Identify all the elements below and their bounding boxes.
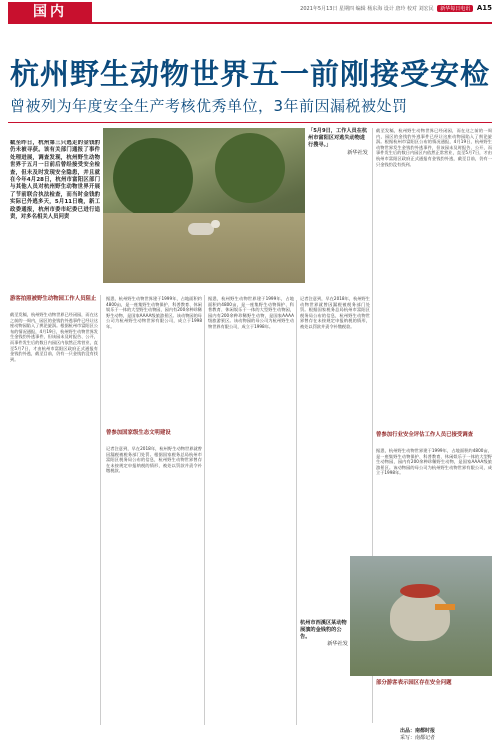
header-rule xyxy=(8,22,492,24)
weekday-text: 星期四 xyxy=(339,6,355,12)
subsection-heading: 游客拍照被野生动物园工作人员阻止 xyxy=(10,296,97,302)
page-meta xyxy=(300,4,492,12)
body-column: 截至发稿，杭州野生动物世界已经闭园，而在这之前的一周内，园区的金钱豹外逃事件已经让这座动物园陷入了舆论旋涡。根据杭州市富阳区公布的情况通报，4月19日，杭州野生动物世界发生金钱豹外逃事件，但该园未及时报告、公开，而事件发生后的数日内园区内依然正常营业，直至5月7日，才由杭州市富阳区政府正式通报有金钱豹外逃，截至目前，仍有一只金钱豹没有找到。 xyxy=(376,128,492,167)
author-credit: 采写：南都记者 xyxy=(400,735,436,741)
bird-cap-shape xyxy=(400,584,440,598)
paper-pill: 新华每日电讯 xyxy=(437,5,473,12)
subsection-heading: 曾参加国家级生态文明建设 xyxy=(106,430,171,436)
column-divider xyxy=(100,295,101,725)
headline: 杭州野生动物世界五一前刚接受安检 xyxy=(10,57,491,91)
source-credit: 出品：南都时报 xyxy=(400,728,436,734)
page-number: A15 xyxy=(476,4,492,12)
body-column: 记者注意到，早在2018年，杭州野生动物世界就曾因漏税被税务部门处罚。根据国家税务总局杭州市富阳区税务局公布的信息，杭州野生动物世界曾存在未按规定申报纳税的情形，被处以罚款并责令补缴税款。 xyxy=(106,446,202,474)
photo-caption xyxy=(308,128,368,157)
photo2-caption xyxy=(300,620,348,648)
bird-beak-shape xyxy=(435,604,455,610)
proof-text: 校对 刘宏民 xyxy=(407,6,434,12)
bird-photo xyxy=(350,556,492,676)
bird-body-shape xyxy=(390,591,450,641)
body-column: 记者注意到，早在2018年，杭州野生动物世界就曾因漏税被税务部门处罚。根据国家税务总局杭州市富阳区税务局公布的信息，杭州野生动物世界曾存在未按规定申报纳税的情形，被处以罚款并责令补缴税款。 xyxy=(300,296,370,329)
page-header xyxy=(0,0,500,22)
date-text: 2021年5月13日 xyxy=(300,6,338,12)
body-column: 据悉，杭州野生动物世界建于1999年，占地面积约4800亩，是一座集野生动物保护、科普教育、休闲娱乐于一体的大型野生动物园，园内有200余种珍稀野生动物，是国家AAAA级旅游景区。该动物园的母公司为杭州野生动物世界有限公司，成立于1998年。 xyxy=(376,448,492,476)
tree-shape xyxy=(113,138,193,218)
subheadline: 曾被列为年度安全生产考核优秀单位，3年前因漏税被处罚 xyxy=(10,97,408,115)
subsection-heading: 部分游客表示园区存在安全问题 xyxy=(376,680,452,686)
photo-caption-source: 新华社发 xyxy=(347,150,368,156)
photo-caption-text: 「5月9日，工作人员在杭州市富阳区对逃失动物进行搜寻。」 xyxy=(308,128,368,148)
section-tag: 国内 xyxy=(8,2,92,22)
photo2-caption-source: 新华社发 xyxy=(327,641,348,647)
column-divider xyxy=(296,300,297,725)
body-column: 截至发稿，杭州野生动物世界已经闭园，而在这之前的一周内，园区的金钱豹外逃事件已经让这座动物园陷入了舆论旋涡。根据杭州市富阳区公布的情况通报，4月19日，杭州野生动物世界发生金钱豹外逃事件，但该园未及时报告、公开，而事件发生后的数日内园区内依然正常营业，直至5月7日，才由杭州市富阳区政府正式通报有金钱豹外逃，截至目前，仍有一只金钱豹没有找到。 xyxy=(10,312,98,362)
photo2-caption-text: 杭州市西溪区某动物展演的金钱豹的公告。 xyxy=(300,620,347,640)
headline-rule xyxy=(8,122,492,123)
design-text: 设计 唐玲 xyxy=(383,6,406,12)
editor-text: 编辑 杨东海 xyxy=(355,6,383,12)
body-column: 据悉，杭州野生动物世界建于1999年，占地面积约4800亩，是一座集野生动物保护、科普教育、休闲娱乐于一体的大型野生动物园，园内有200余种珍稀野生动物，是国家AAAA级旅游景区。该动物园的母公司为杭州野生动物世界有限公司，成立于1998年。 xyxy=(106,296,202,329)
subsection-heading: 曾参加行业安全评估工作人员已接受调查 xyxy=(376,432,474,438)
lead-paragraph: 截至昨日，杭州第三只逃走的金钱豹仍未被寻获。该有关部门通报了事件处理进展，调查发现，杭州野生动物世界于五月一日前后曾经接受安全检查，但未及时发现安全隐患，并且就在今年4月28日，杭州市富阳区部门与其他人员对杭州野生动物世界开展了节前联合执法检查，而当时金钱豹实际已外逃多天，5月11日晚，新工政委通报，杭州市委市纪委已进行追责，对多名相关人员问责 xyxy=(10,140,100,221)
tree-shape xyxy=(215,133,285,203)
credits xyxy=(400,728,492,742)
column-divider xyxy=(204,295,205,725)
forest-photo xyxy=(103,128,305,283)
body-column: 据悉，杭州野生动物世界建于1999年，占地面积约4800亩，是一座集野生动物保护、科普教育、休闲娱乐于一体的大型野生动物园，园内有200余种珍稀野生动物，是国家AAAA级旅游景区。该动物园的母公司为杭州野生动物世界有限公司，成立于1998年。 xyxy=(208,296,294,329)
dog-head-shape xyxy=(211,220,220,228)
